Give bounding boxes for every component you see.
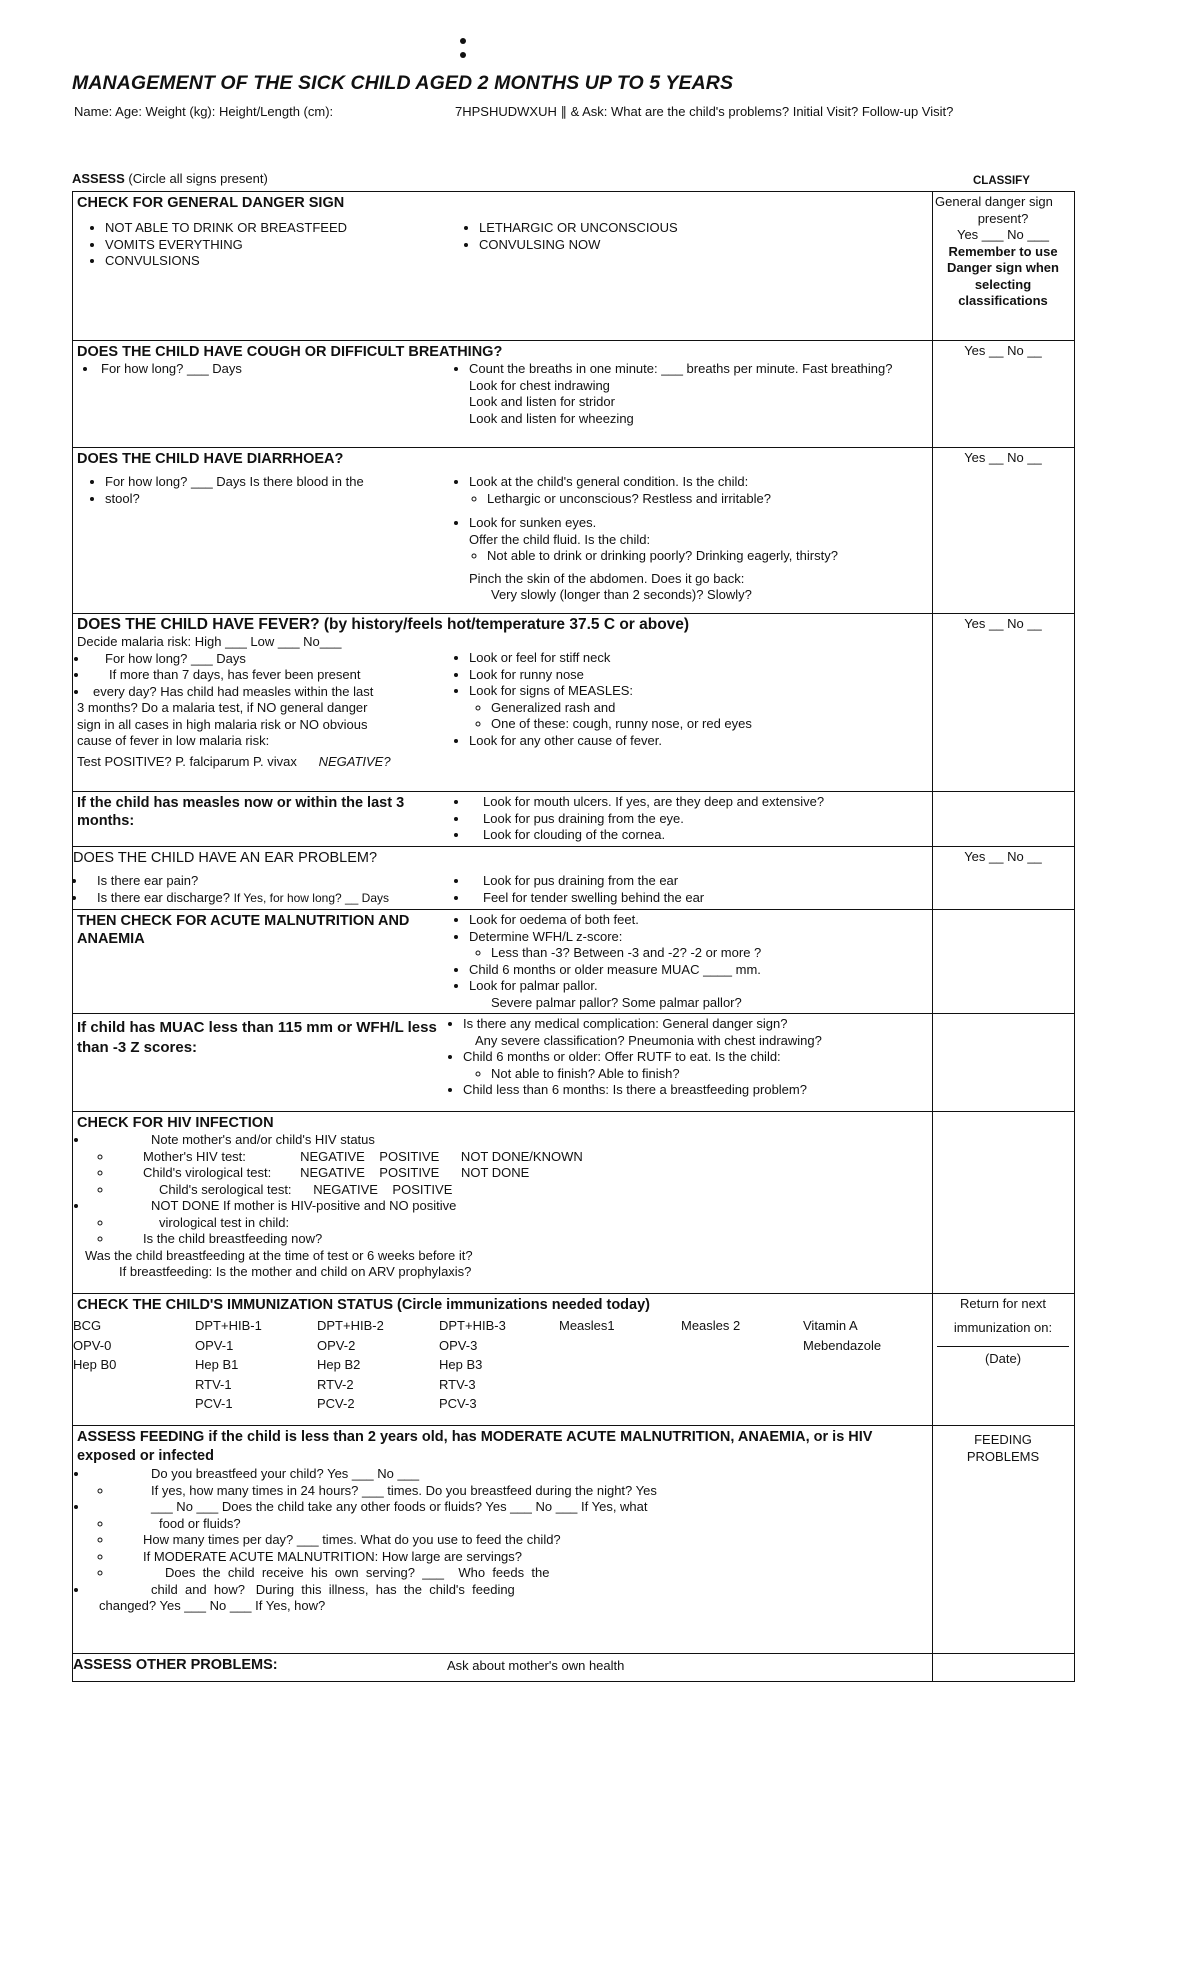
cough-section <box>73 340 1074 447</box>
classify-note: Remember to use Danger sign when selecting classifications <box>947 243 1059 308</box>
own-serving[interactable]: ◦ Does the child receive his own serving? ___ Who feeds the <box>113 1565 928 1582</box>
skin-pinch: Pinch the skin of the abdomen. Does it go back: <box>469 570 745 586</box>
danger-sign-item[interactable]: • LETHARGIC OR UNCONSCIOUS <box>479 220 928 237</box>
patient-fields: Name: Age: Weight (kg): Height/Length (cm): <box>74 104 334 119</box>
classify-header: CLASSIFY <box>973 175 1030 187</box>
cornea-clouding-check[interactable]: • Look for clouding of the cornea. <box>469 827 928 844</box>
malaria-risk[interactable]: Decide malaria risk: High ___ Low ___ No___ <box>77 634 342 649</box>
ear-section <box>73 846 1074 909</box>
danger-sign-item[interactable]: • NOT ABLE TO DRINK OR BREASTFEED <box>105 220 451 237</box>
muac-heading: If child has MUAC less than 115 mm or WFH/L less than -3 Z scores: <box>77 1019 437 1056</box>
hiv-classify-cell <box>933 1112 1073 1293</box>
hiv-heading: CHECK FOR HIV INFECTION <box>77 1115 274 1131</box>
fever-every-day[interactable]: • If more than 7 days, has fever been present <box>89 667 451 684</box>
diarrhoea-section <box>73 447 1074 613</box>
malaria-test-note: sign in all cases in high malaria risk or NO obvious <box>77 716 368 732</box>
assessment-form <box>72 191 1075 1682</box>
zscore-options[interactable]: ◦ Less than -3? Between -3 and -2? -2 or more ? <box>491 945 928 962</box>
who-feeds[interactable]: • child and how? During this illness, has the child's feeding <box>89 1582 928 1599</box>
general-condition: • Look at the child's general condition. Is the child: <box>469 474 928 491</box>
vaccine-item[interactable]: Hep B3 <box>439 1357 483 1372</box>
serving-size[interactable]: ◦ If MODERATE ACUTE MALNUTRITION: How large are servings? <box>113 1549 928 1566</box>
vaccine-item[interactable]: Hep B2 <box>317 1357 361 1372</box>
immunization-heading: CHECK THE CHILD'S IMMUNIZATION STATUS (Circle immunizations needed today) <box>77 1297 650 1313</box>
stridor-check[interactable]: Look and listen for stridor <box>469 394 615 409</box>
immunization-section <box>73 1293 1074 1425</box>
vaccine-item[interactable]: DPT+HIB-2 <box>317 1318 384 1333</box>
vaccine-item[interactable]: Measles1 <box>559 1318 615 1333</box>
chest-indrawing-check[interactable]: Look for chest indrawing <box>469 377 610 393</box>
child-serological-test[interactable]: ◦ Child's serological test: NEGATIVE POSITIVE <box>113 1182 928 1199</box>
mother-hiv-test[interactable]: ◦ Mother's HIV test: NEGATIVE POSITIVE NOT DONE/KNOWN <box>113 1149 928 1166</box>
ear-heading: DOES THE CHILD HAVE AN EAR PROBLEM? <box>73 850 378 866</box>
return-label: Return for next <box>960 1296 1046 1311</box>
rash-check[interactable]: ◦ Generalized rash and <box>491 700 928 717</box>
breastfeeding-problem-check[interactable]: • Child less than 6 months: Is there a breastfeeding problem? <box>463 1082 928 1099</box>
palmar-pallor-check: • Look for palmar pallor. <box>469 978 928 995</box>
skin-pinch-options[interactable]: Very slowly (longer than 2 seconds)? Slowly? <box>491 587 752 602</box>
measles-symptoms-check[interactable]: ◦ One of these: cough, runny nose, or red eyes <box>491 716 928 733</box>
cough-yes-no[interactable]: Yes __ No __ <box>964 343 1042 358</box>
measles-signs: • Look for signs of MEASLES: <box>469 683 928 700</box>
other-fever-cause[interactable]: • Look for any other cause of fever. <box>469 733 928 750</box>
rutf-test: • Child 6 months or older: Offer RUTF to eat. Is the child: <box>463 1049 928 1066</box>
fever-yes-no[interactable]: Yes __ No __ <box>964 616 1042 631</box>
measles-history[interactable]: • every day? Has child had measles within the last <box>89 684 451 701</box>
vaccine-item[interactable]: Vitamin A <box>803 1318 858 1333</box>
food-fluids[interactable]: ◦ food or fluids? <box>113 1516 928 1533</box>
mother-health-note[interactable]: Ask about mother's own health <box>447 1658 625 1673</box>
arv-prophylaxis[interactable]: If breastfeeding: Is the mother and child on ARV prophylaxis? <box>119 1264 472 1279</box>
decorative-dots <box>460 38 468 66</box>
offer-fluid: Offer the child fluid. Is the child: <box>469 531 651 547</box>
feeding-problems-cell: FEEDING PROBLEMS <box>966 1432 1040 1464</box>
measles-section <box>73 791 1074 846</box>
vaccine-item[interactable]: Mebendazole <box>803 1337 882 1353</box>
breastfeed-frequency[interactable]: ◦ If yes, how many times in 24 hours? ___ times. Do you breastfeed during the night? Yes <box>113 1483 928 1500</box>
other-classify-cell <box>933 1654 1073 1681</box>
wheezing-check[interactable]: Look and listen for wheezing <box>469 410 634 426</box>
vaccine-item[interactable]: OPV-2 <box>317 1337 356 1353</box>
oedema-check[interactable]: • Look for oedema of both feet. <box>469 912 928 929</box>
muac-measure[interactable]: • Child 6 months or older measure MUAC ____ mm. <box>469 962 928 979</box>
vaccine-item[interactable]: OPV-3 <box>439 1337 478 1353</box>
malnutrition-heading: THEN CHECK FOR ACUTE MALNUTRITION AND ANAEMIA <box>77 913 410 947</box>
malaria-test-note: cause of fever in low malaria risk: <box>77 733 270 748</box>
danger-sign-item[interactable]: • CONVULSING NOW <box>479 237 928 254</box>
vaccine-item[interactable]: Measles 2 <box>681 1318 741 1333</box>
malnutrition-classify-cell <box>933 910 1073 1013</box>
measles-heading: If the child has measles now or within the last 3 months: <box>77 795 405 829</box>
muac-classify-cell <box>933 1014 1073 1111</box>
malaria-test-note: 3 months? Do a malaria test, if NO general danger <box>77 700 368 715</box>
assess-header: ASSESS (Circle all signs present) <box>72 171 268 186</box>
fever-duration[interactable]: • For how long? ___ Days <box>89 651 451 668</box>
feeding-heading: ASSESS FEEDING if the child is less than 2 years old, has MODERATE ACUTE MALNUTRITION, ANAEMIA, or is HIV exposed or infected <box>77 1429 873 1464</box>
immunization-grid <box>73 1316 928 1414</box>
hiv-not-done[interactable]: • NOT DONE If mother is HIV-positive and NO positive <box>89 1198 928 1215</box>
vaccine-item[interactable]: PCV-1 <box>195 1396 233 1411</box>
return-label: immunization on: <box>953 1320 1053 1335</box>
runny-nose-check[interactable]: • Look for runny nose <box>469 667 928 684</box>
muac-section <box>73 1013 1074 1111</box>
vaccine-item[interactable]: Hep B0 <box>73 1357 117 1372</box>
sunken-eyes-check[interactable]: • Look for sunken eyes. <box>469 515 928 532</box>
fever-heading: DOES THE CHILD HAVE FEVER? (by history/feels hot/temperature 37.5 C or above) <box>77 616 690 633</box>
wfh-zscore: • Determine WFH/L z-score: <box>469 929 928 946</box>
mouth-ulcers-check[interactable]: • Look for mouth ulcers. If yes, are they deep and extensive? <box>469 794 928 811</box>
vaccine-item[interactable]: RTV-1 <box>195 1376 232 1392</box>
diarrhoea-duration[interactable]: • For how long? ___ Days Is there blood in the <box>105 474 451 491</box>
immunization-return-cell <box>933 1294 1073 1425</box>
danger-sign-item[interactable]: • CONVULSIONS <box>105 253 451 270</box>
fever-section <box>73 613 1074 791</box>
breastfeed-question[interactable]: • Do you breastfeed your child? Yes ___ No ___ <box>89 1466 928 1483</box>
rutf-options[interactable]: ◦ Not able to finish? Able to finish? <box>491 1066 928 1083</box>
temperature-ask-line: 7HPSHUDWXUH ∥ & Ask: What are the child's problems? Initial Visit? Follow-up Visit? <box>455 104 954 119</box>
vaccine-item[interactable]: OPV-0 <box>73 1337 112 1353</box>
breastfeeding-now[interactable]: ◦ Is the child breastfeeding now? <box>113 1231 928 1248</box>
hiv-section <box>73 1111 1074 1293</box>
vaccine-item[interactable]: PCV-2 <box>317 1396 355 1411</box>
vaccine-item[interactable]: BCG <box>73 1318 102 1333</box>
eye-pus-check[interactable]: • Look for pus draining from the eye. <box>469 811 928 828</box>
virological-test-child: ◦ virological test in child: <box>113 1215 928 1232</box>
danger-sign-item[interactable]: • VOMITS EVERYTHING <box>105 237 451 254</box>
page-title: MANAGEMENT OF THE SICK CHILD AGED 2 MONTHS UP TO 5 YEARS <box>72 72 734 94</box>
malaria-negative[interactable]: NEGATIVE? <box>318 753 391 769</box>
feeding-changed[interactable]: changed? Yes ___ No ___ If Yes, how? <box>99 1598 326 1613</box>
drinking-options[interactable]: ◦ Not able to drink or drinking poorly? Drinking eagerly, thirsty? <box>487 548 928 565</box>
date-label: (Date) <box>984 1351 1022 1366</box>
vaccine-item[interactable]: DPT+HIB-1 <box>195 1318 262 1333</box>
vaccine-item[interactable]: Hep B1 <box>195 1357 239 1372</box>
diarrhoea-heading: DOES THE CHILD HAVE DIARRHOEA? <box>77 451 344 467</box>
blood-in-stool[interactable]: • stool? <box>105 491 451 508</box>
medical-complication-check[interactable]: • Is there any medical complication: General danger sign? <box>463 1016 928 1033</box>
other-problems-section <box>73 1653 1074 1681</box>
yes-no-field[interactable]: Yes ___ No ___ <box>956 227 1050 242</box>
cough-duration[interactable]: • For how long? ___ Days <box>83 361 451 378</box>
malnutrition-section <box>73 909 1074 1013</box>
diarrhoea-yes-no[interactable]: Yes __ No __ <box>964 450 1042 465</box>
stiff-neck-check[interactable]: • Look or feel for stiff neck <box>469 650 928 667</box>
severe-classification-check[interactable]: Any severe classification? Pneumonia with chest indrawing? <box>475 1032 822 1048</box>
ear-discharge-check[interactable]: Is there ear discharge? <box>97 889 230 905</box>
vaccine-item[interactable]: PCV-3 <box>439 1396 477 1411</box>
hiv-status-note: • Note mother's and/or child's HIV status <box>89 1132 928 1149</box>
vaccine-item[interactable]: DPT+HIB-3 <box>439 1318 506 1333</box>
breastfeeding-at-test[interactable]: Was the child breastfeeding at the time of test or 6 weeks before it? <box>85 1247 473 1263</box>
child-virological-test[interactable]: ◦ Child's virological test: NEGATIVE POSITIVE NOT DONE <box>113 1165 928 1182</box>
measles-classify-cell <box>933 792 1073 846</box>
condition-options[interactable]: ◦ Lethargic or unconscious? Restless and irritable? <box>487 491 928 508</box>
danger-sign-heading: CHECK FOR GENERAL DANGER SIGN <box>77 195 345 211</box>
classify-text: General danger sign <box>935 194 1053 209</box>
breath-count[interactable]: • Count the breaths in one minute: ___ breaths per minute. Fast breathing? <box>469 361 928 378</box>
feeding-section <box>73 1425 1074 1653</box>
vaccine-item[interactable]: OPV-1 <box>195 1337 234 1353</box>
other-problems-heading: ASSESS OTHER PROBLEMS: <box>73 1657 278 1673</box>
vaccine-item[interactable]: RTV-3 <box>439 1376 476 1392</box>
ear-yes-no[interactable]: Yes __ No __ <box>964 849 1042 864</box>
ear-swelling-check[interactable]: • Feel for tender swelling behind the ear <box>469 890 928 907</box>
danger-classify-cell <box>933 192 1073 340</box>
other-foods-question[interactable]: • ___ No ___ Does the child take any other foods or fluids? Yes ___ No ___ If Yes, what <box>89 1499 928 1516</box>
ear-discharge-duration[interactable]: If Yes, for how long? __ Days <box>233 890 390 905</box>
ear-pus-check[interactable]: • Look for pus draining from the ear <box>469 873 928 890</box>
malaria-test-result[interactable]: Test POSITIVE? P. falciparum P. vivax <box>77 753 297 769</box>
danger-sign-section <box>73 192 1074 340</box>
ear-pain-check[interactable]: • Is there ear pain? <box>87 873 451 890</box>
cough-heading: DOES THE CHILD HAVE COUGH OR DIFFICULT BREATHING? <box>77 344 503 360</box>
return-date-field[interactable] <box>937 1338 1069 1347</box>
vaccine-item[interactable]: RTV-2 <box>317 1376 354 1392</box>
feeding-times[interactable]: ◦ How many times per day? ___ times. What do you use to feed the child? <box>113 1532 928 1549</box>
pallor-options[interactable]: Severe palmar pallor? Some palmar pallor? <box>491 994 742 1010</box>
classify-text: present? <box>977 210 1029 226</box>
